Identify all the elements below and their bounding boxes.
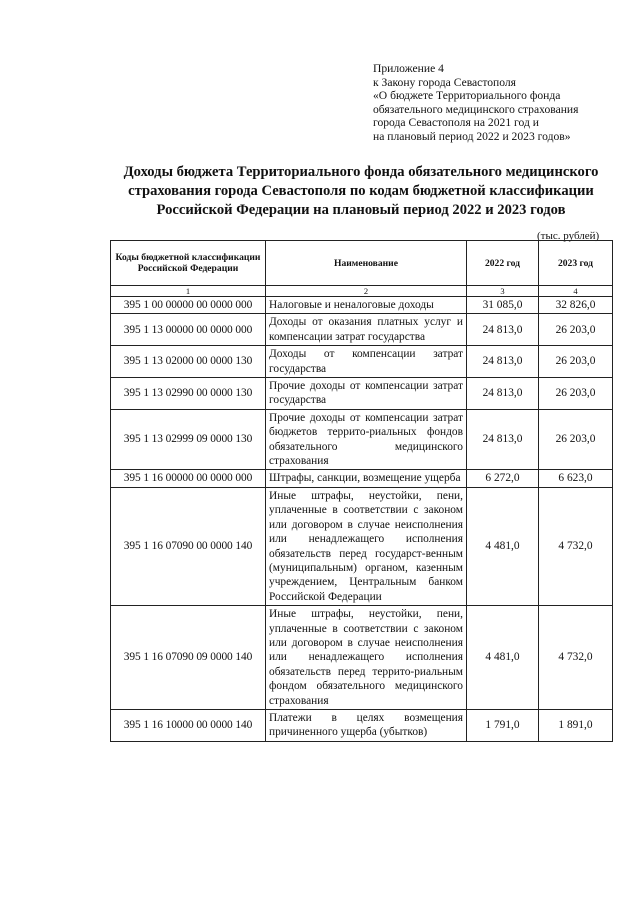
row-name: Штрафы, санкции, возмещение ущерба [266, 470, 467, 487]
row-code: 395 1 16 00000 00 0000 000 [111, 470, 266, 487]
annex-line: на плановый период 2022 и 2023 годов» [373, 129, 571, 143]
row-code: 395 1 00 00000 00 0000 000 [111, 297, 266, 314]
row-value-2022: 6 272,0 [467, 470, 539, 487]
table-row [111, 606, 613, 710]
table-row [111, 487, 613, 605]
header-name: Наименование [266, 241, 467, 286]
revenue-table [110, 240, 613, 742]
row-value-2023: 32 826,0 [539, 297, 613, 314]
row-code: 395 1 13 00000 00 0000 000 [111, 314, 266, 346]
title-line: Российской Федерации на плановый период 2022 и 2023 годов [156, 202, 566, 218]
column-number: 4 [539, 286, 613, 297]
row-value-2022: 24 813,0 [467, 346, 539, 378]
row-code: 395 1 13 02990 00 0000 130 [111, 378, 266, 410]
table-row [111, 297, 613, 314]
header-2022: 2022 год [467, 241, 539, 286]
table-row [111, 378, 613, 410]
document-title [100, 163, 622, 220]
row-value-2023: 26 203,0 [539, 378, 613, 410]
row-name: Налоговые и неналоговые доходы [266, 297, 467, 314]
annex-line: «О бюджете Территориального фонда [373, 89, 561, 103]
row-value-2022: 24 813,0 [467, 409, 539, 470]
row-name: Прочие доходы от компенсации затрат бюджетов террито-риальных фондов обязательного медицинского страхования [266, 409, 467, 470]
column-number: 3 [467, 286, 539, 297]
row-name: Прочие доходы от компенсации затрат государства [266, 378, 467, 410]
title-line: Доходы бюджета Территориального фонда обязательного медицинского [123, 164, 599, 180]
table-row [111, 709, 613, 741]
header-codes: Коды бюджетной классификации Российской Федерации [111, 241, 266, 286]
annex-note [373, 62, 633, 144]
row-code: 395 1 13 02000 00 0000 130 [111, 346, 266, 378]
row-code: 395 1 16 10000 00 0000 140 [111, 709, 266, 741]
annex-line: Приложение 4 [373, 62, 444, 75]
row-name: Доходы от компенсации затрат государства [266, 346, 467, 378]
header-2023: 2023 год [539, 241, 613, 286]
table-row [111, 314, 613, 346]
row-value-2023: 4 732,0 [539, 606, 613, 710]
row-value-2022: 24 813,0 [467, 378, 539, 410]
row-code: 395 1 16 07090 00 0000 140 [111, 487, 266, 605]
annex-line: города Севастополя на 2021 год и [373, 116, 539, 130]
row-value-2023: 4 732,0 [539, 487, 613, 605]
annex-line: обязательного медицинского страхования [373, 102, 579, 116]
table-row [111, 470, 613, 487]
row-name: Платежи в целях возмещения причиненного ущерба (убытков) [266, 709, 467, 741]
row-name: Иные штрафы, неустойки, пени, уплаченные в соответствии с законом или договором в случае неисполнения или ненадлежащего исполнения обязательств перед государст-венным (муниципальным) органом, казенным учреждением, Центральным банком Российской Федерации [266, 487, 467, 605]
row-value-2022: 24 813,0 [467, 314, 539, 346]
title-line: страхования города Севастополя по кодам бюджетной классификации [128, 183, 594, 199]
row-value-2022: 1 791,0 [467, 709, 539, 741]
table-row [111, 346, 613, 378]
column-number: 2 [266, 286, 467, 297]
row-name: Доходы от оказания платных услуг и компенсации затрат государства [266, 314, 467, 346]
table-header-row [111, 241, 613, 286]
row-value-2022: 31 085,0 [467, 297, 539, 314]
row-value-2023: 1 891,0 [539, 709, 613, 741]
units-label: (тыс. рублей) [537, 230, 600, 242]
row-code: 395 1 16 07090 09 0000 140 [111, 606, 266, 710]
row-value-2022: 4 481,0 [467, 606, 539, 710]
column-number: 1 [111, 286, 266, 297]
row-value-2023: 26 203,0 [539, 346, 613, 378]
row-name: Иные штрафы, неустойки, пени, уплаченные в соответствии с законом или договором в случае неисполнения или ненадлежащего исполнения обязательств перед террито-риальным фондом обязательного медицинского страхования [266, 606, 467, 710]
annex-line: к Закону города Севастополя [373, 75, 517, 89]
row-value-2022: 4 481,0 [467, 487, 539, 605]
row-value-2023: 6 623,0 [539, 470, 613, 487]
row-value-2023: 26 203,0 [539, 409, 613, 470]
column-number-row [111, 286, 613, 297]
row-value-2023: 26 203,0 [539, 314, 613, 346]
table-row [111, 409, 613, 470]
row-code: 395 1 13 02999 09 0000 130 [111, 409, 266, 470]
